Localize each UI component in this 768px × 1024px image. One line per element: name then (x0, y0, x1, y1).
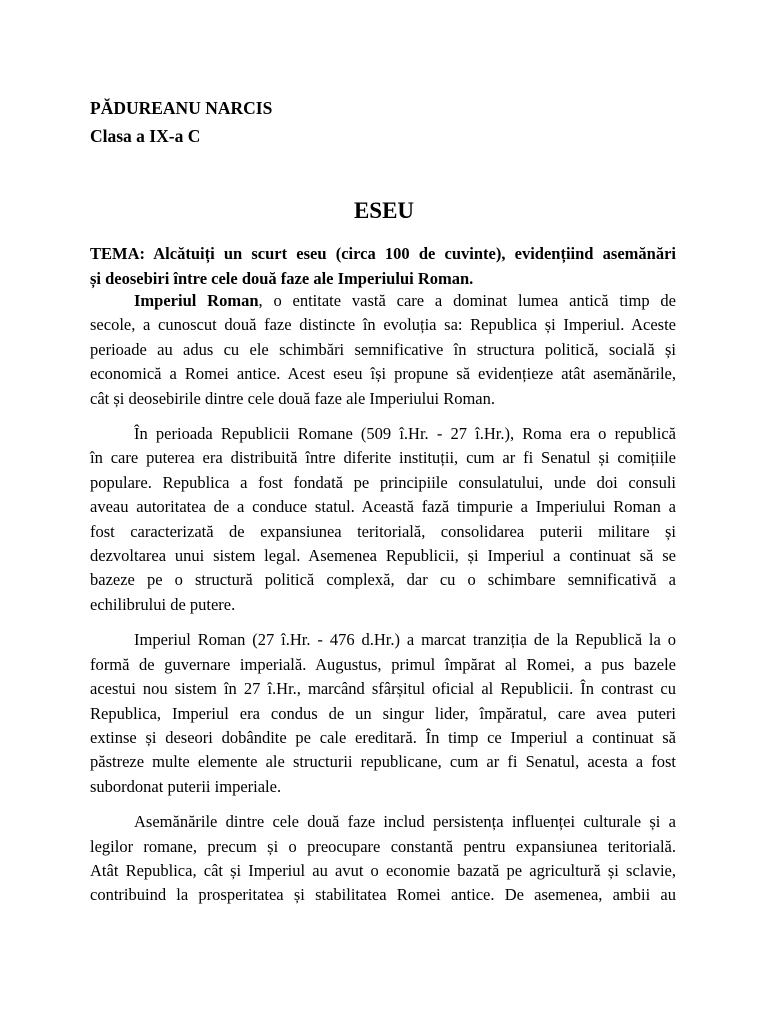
paragraph-line: contribuind la prosperitatea și stabilitatea Romei antice. De asemenea, ambii au (90, 885, 676, 905)
paragraph-line-text: , o entitate vastă care a dominat lumea antică timp de (258, 291, 676, 310)
paragraph-line: păstreze multe elemente ale structurii republicane, cum ar fi Senatul, acesta a fost (90, 752, 676, 772)
paragraph-line: Republica, Imperiul era condus de un singur lider, împăratul, care avea puteri (90, 703, 676, 723)
paragraph-line: În perioada Republicii Romane (509 î.Hr. - 27 î.Hr.), Roma era o republică (134, 424, 676, 444)
paragraph-line: în care puterea era distribuită între diferite instituții, cum ar fi Senatul și comițiile (90, 448, 676, 468)
essay-prompt-label: TEMA: (90, 244, 145, 263)
paragraph-line: cât și deosebirile dintre cele două faze ale Imperiului Roman. (90, 388, 495, 408)
paragraph-line: economică a Romei antice. Acest eseu își propune să evidențieze atât asemănările, (90, 364, 676, 384)
paragraph-line: bazeze pe o structură politică complexă, dar cu o schimbare semnificativă a (90, 570, 676, 590)
essay-prompt-line: și deosebiri între cele două faze ale Imperiului Roman. (90, 269, 474, 288)
paragraph-lead: Imperiul Roman (134, 291, 259, 310)
paragraph-line: extinse și deseori dobândite pe cale ereditară. În timp ce Imperiul a continuat să (90, 727, 676, 747)
essay-prompt-line (90, 241, 676, 266)
paragraph-line: aveau autoritatea de a conduce statul. Această fază timpurie a Imperiului Roman a (90, 497, 676, 517)
essay-prompt-text: Alcătuiți un scurt eseu (circa 100 de cuvinte), evidențiind asemănări (145, 244, 676, 263)
paragraph-line: fost caracterizată de expansiunea teritorială, consolidarea puterii militare și (90, 521, 676, 541)
essay-prompt (90, 241, 676, 291)
paragraph (90, 289, 676, 411)
paragraph-line: acestui nou sistem în 27 î.Hr., marcând sfârșitul oficial al Republicii. În contrast cu (90, 679, 676, 699)
paragraph-line: secole, a cunoscut două faze distincte în evoluția sa: Republica și Imperiul. Aceste (90, 315, 676, 335)
document-title: ESEU (353, 198, 415, 223)
author-name: PĂDUREANU NARCIS (90, 98, 273, 118)
paragraph (90, 422, 676, 617)
paragraph-line (90, 289, 676, 313)
paragraph-line: dezvoltarea unui sistem legal. Asemenea Republicii, și Imperiul a continuat să se (90, 546, 676, 566)
class-label: Clasa a IX-a C (90, 126, 201, 146)
paragraph (90, 810, 676, 908)
paragraph-line: perioade au adus cu ele schimbări semnificative în structura politică, socială și (90, 339, 676, 359)
paragraph-line: subordonat puterii imperiale. (90, 776, 282, 796)
paragraph-line: Imperiul Roman (27 î.Hr. - 476 d.Hr.) a marcat tranziția de la Republică la o (134, 630, 676, 650)
paragraph-line: Atât Republica, cât și Imperiul au avut o economie bazată pe agricultură și sclavie, (90, 860, 676, 880)
paragraph-line: formă de guvernare imperială. Augustus, primul împărat al Romei, a pus bazele (90, 654, 676, 674)
paragraph-line: legilor romane, precum și o preocupare constantă pentru expansiunea teritorială. (90, 836, 676, 856)
paragraph-line: populare. Republica a fost fondată pe principiile consulatului, unde doi consuli (90, 472, 676, 492)
document-header (90, 94, 272, 150)
essay-body (90, 289, 676, 919)
paragraph (90, 628, 676, 799)
paragraph-line: echilibrului de putere. (90, 594, 236, 614)
paragraph-line: Asemănările dintre cele două faze includ persistența influenței culturale și a (134, 812, 676, 832)
